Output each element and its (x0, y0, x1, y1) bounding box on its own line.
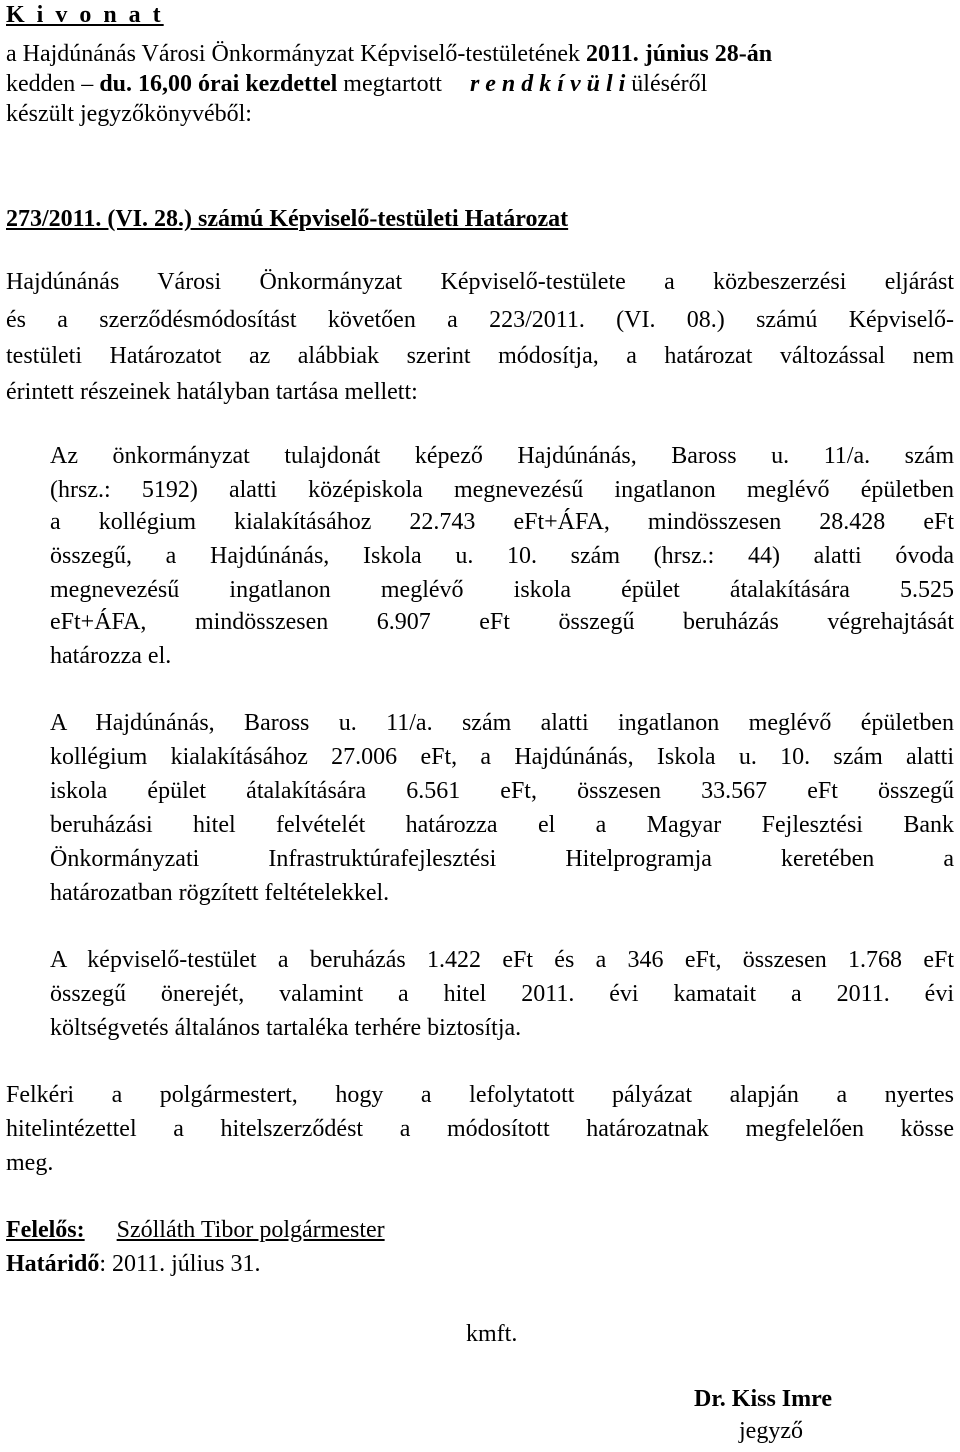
intro-line-3: készült jegyzőkönyvéből: (6, 101, 252, 127)
para4-line: Felkéri a polgármestert, hogy a lefolytatott pályázat alapján a nyertes (6, 1082, 954, 1108)
body-line: érintett részeinek hatályban tartása mellett: (6, 379, 418, 405)
para1-line: eFt+ÁFA, mindösszesen 6.907 eFt összegű beruházás végrehajtását (50, 609, 954, 635)
kmft-text: kmft. (466, 1321, 518, 1347)
meeting-time: du. 16,00 órai kezdettel (99, 71, 338, 97)
para1-line: határozza el. (50, 643, 172, 669)
body-line: testületi Határozatot az alábbiak szerint módosítja, a határozat változással nem (6, 343, 954, 369)
intro-text: üléséről (625, 71, 708, 97)
intro-line-2 (6, 69, 954, 99)
intro-text: a Hajdúnánás Városi Önkormányzat Képviselő-testületének (6, 41, 587, 67)
para4-line: hitelintézettel a hitelszerződést a módosított határozatnak megfelelően kösse (6, 1116, 954, 1142)
para1-line: összegű, a Hajdúnánás, Iskola u. 10. szám (hrsz.: 44) alatti óvoda (50, 543, 954, 569)
para2-line: határozatban rögzített feltételekkel. (50, 880, 390, 906)
intro-text: kedden – (6, 71, 100, 97)
deadline-value: : 2011. július 31. (99, 1251, 261, 1277)
responsible-label: Felelős: (6, 1217, 85, 1243)
responsible-value: Szólláth Tibor polgármester (116, 1217, 385, 1243)
deadline-label: Határidő (6, 1251, 100, 1277)
para1-line: Az önkormányzat tulajdonát képező Hajdúnánás, Baross u. 11/a. szám (50, 443, 954, 469)
body-line: Hajdúnánás Városi Önkormányzat Képviselő-testülete a közbeszerzési eljárást (6, 269, 954, 295)
responsible-line (6, 1215, 954, 1245)
intro-text: megtartott (337, 71, 448, 97)
intro-line-1 (6, 39, 954, 69)
meeting-date: 2011. június 28-án (586, 41, 773, 67)
para4-line: meg. (6, 1150, 54, 1176)
para2-line: A Hajdúnánás, Baross u. 11/a. szám alatti ingatlanon meglévő épületben (50, 710, 954, 736)
para1-line: megnevezésű ingatlanon meglévő iskola épület átalakítására 5.525 (50, 577, 954, 603)
para3-line: A képviselő-testület a beruházás 1.422 eFt és a 346 eFt, összesen 1.768 eFt (50, 947, 954, 973)
para2-line: Önkormányzati Infrastruktúrafejlesztési Hitelprogramja keretében a (50, 846, 954, 872)
meeting-type: r e n d k í v ü l i (469, 71, 626, 97)
document-heading: K i v o n a t (6, 2, 164, 28)
signer-title: jegyző (739, 1418, 803, 1444)
resolution-title: 273/2011. (VI. 28.) számú Képviselő-testületi Határozat (6, 206, 569, 232)
para2-line: kollégium kialakításához 27.006 eFt, a Hajdúnánás, Iskola u. 10. szám alatti (50, 744, 954, 770)
deadline-line (6, 1249, 954, 1279)
para2-line: iskola épület átalakítására 6.561 eFt, összesen 33.567 eFt összegű (50, 778, 954, 804)
signer-name: Dr. Kiss Imre (694, 1386, 832, 1412)
para3-line: költségvetés általános tartaléka terhére biztosítja. (50, 1015, 522, 1041)
body-line: és a szerződésmódosítást követően a 223/2011. (VI. 08.) számú Képviselő- (6, 307, 954, 333)
para1-line: a kollégium kialakításához 22.743 eFt+ÁFA, mindösszesen 28.428 eFt (50, 509, 954, 535)
para2-line: beruházási hitel felvételét határozza el a Magyar Fejlesztési Bank (50, 812, 954, 838)
para3-line: összegű önerejét, valamint a hitel 2011. évi kamatait a 2011. évi (50, 981, 954, 1007)
para1-line: (hrsz.: 5192) alatti középiskola megnevezésű ingatlanon meglévő épületben (50, 477, 954, 503)
